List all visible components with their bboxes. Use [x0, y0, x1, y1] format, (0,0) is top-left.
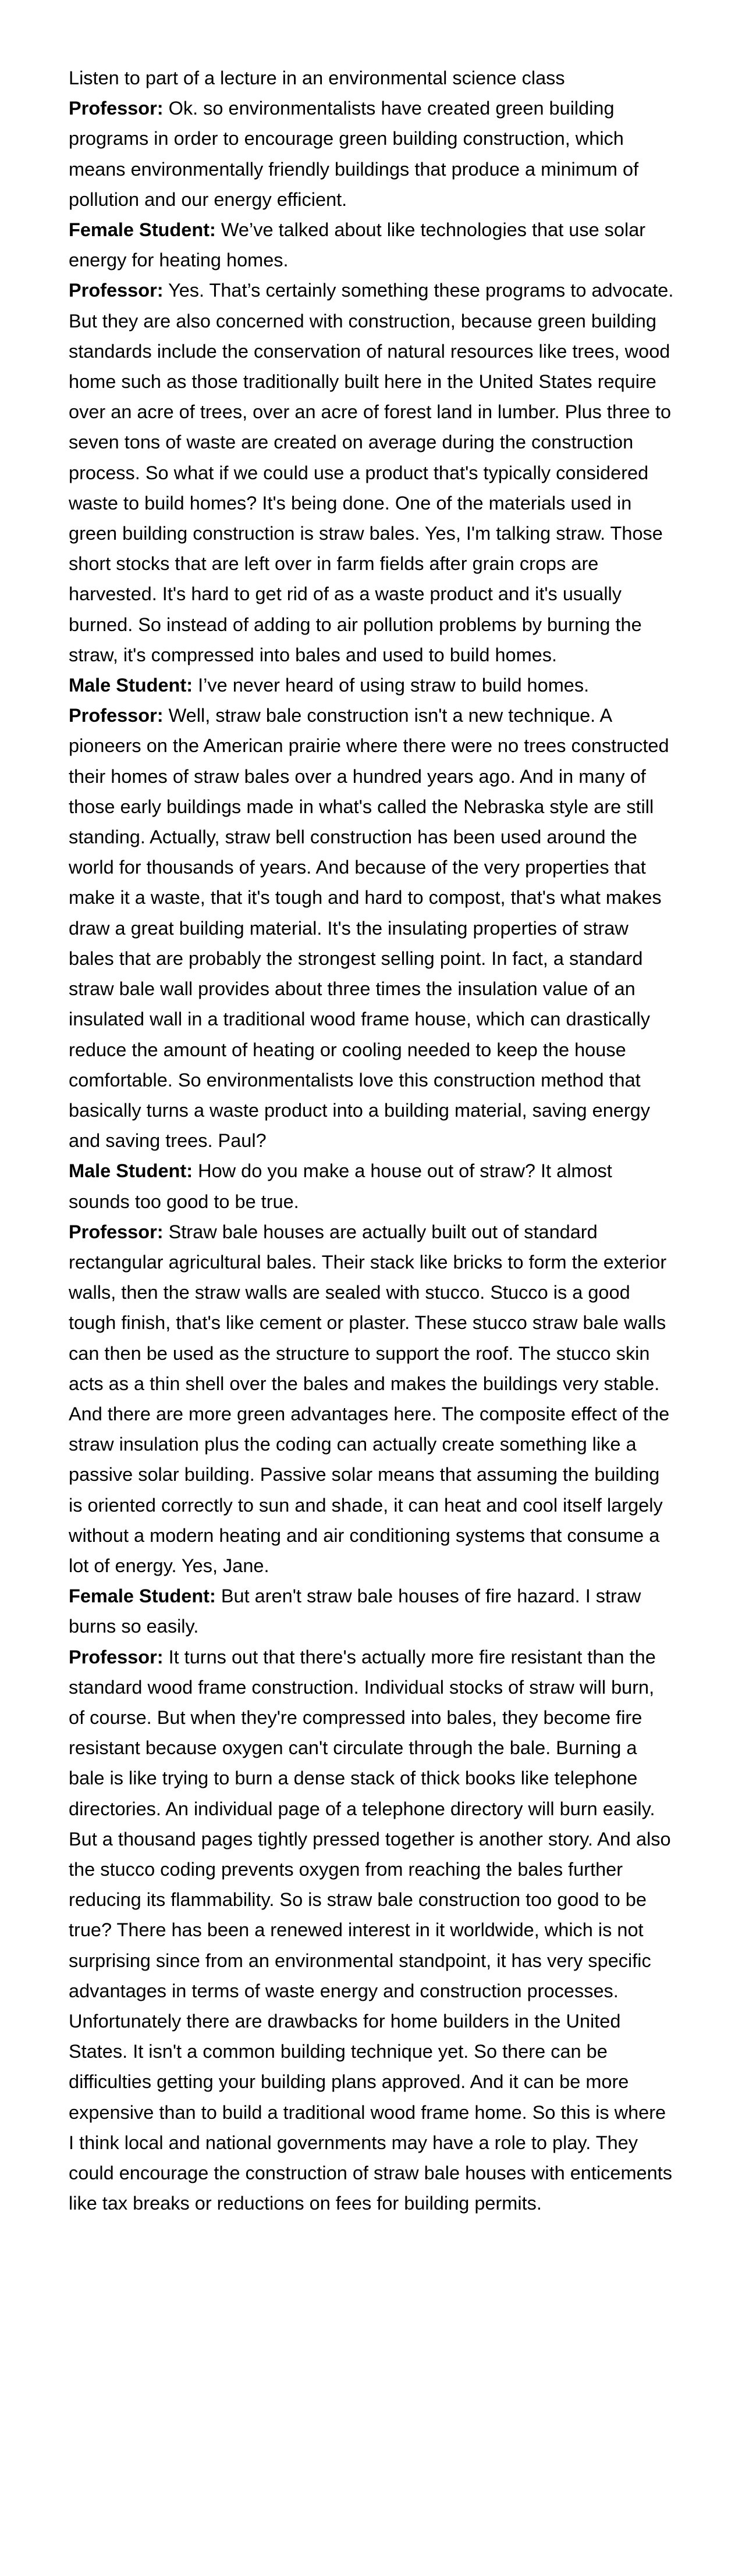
- paragraph-text: Straw bale houses are actually built out of standard rectangular agricultural bales. Their stack like bricks to form the exterior walls, then the straw walls are sealed with stucco. Stucco is a good tough finish, that's like cement or plaster. These stucco straw bale walls can then be used as the structure to support the roof. The stucco skin acts as a thin shell over the bales and makes the buildings very stable.: [69, 1221, 667, 1394]
- transcript-paragraph: [69, 670, 675, 700]
- speaker-label: Male Student:: [69, 675, 193, 696]
- paragraph-text: I’ve never heard of using straw to build homes.: [198, 675, 590, 696]
- speaker-label: Professor:: [69, 1646, 164, 1668]
- intro-line: Listen to part of a lecture in an environmental science class: [69, 67, 565, 88]
- paragraph-text: Ok. so environmentalists have created green building programs in order to encourage green building construction, which means environmentally friendly buildings that produce a minimum of pollution and our energy efficient.: [69, 98, 639, 210]
- transcript-paragraph: [69, 700, 675, 1156]
- speaker-label: Professor:: [69, 1221, 164, 1242]
- lecture-transcript: [69, 63, 675, 2218]
- paragraph-text: How do you make a house out of straw? It almost sounds too good to be true.: [69, 1160, 612, 1212]
- paragraph-text: It turns out that there's actually more fire resistant than the standard wood frame construction. Individual stocks of straw will burn, of course. But when they're compressed into bales, they become fire resistant because oxygen can't circulate through the bale. Burning a bale is like trying to burn a dense stack of thick books like telephone directories. An individual page of a telephone directory will burn easily. But a thousand pages tightly pressed together is another story. And also the stucco coding prevents oxygen from reaching the bales further reducing its flammability. So is straw bale construction too good to be true? There has been a renewed interest in it worldwide, which is not surprising since from an environmental standpoint, it has very specific advantages in terms of waste energy and construction processes. Unfortunately there are drawbacks for home builders in the United States. It isn't a common building technique yet. So there can be difficulties getting your building plans approved. And it can be more expensive than to build a traditional wood frame home. So this is where I think local and national governments may have a role to play. They could encourage the construction of straw bale houses with enticements like tax breaks or reductions on fees for building permits.: [69, 1646, 672, 2214]
- paragraph-text: And there are more green advantages here. The composite effect of the straw insulation plus the coding can actually create something like a passive solar building. Passive solar means that assuming the building is oriented correctly to sun and shade, it can heat and cool itself largely without a modern heating and air conditioning systems that consume a lot of energy. Yes, Jane.: [69, 1403, 670, 1576]
- transcript-paragraph: [69, 93, 675, 215]
- speaker-label: Professor:: [69, 280, 164, 301]
- transcript-paragraph: [69, 1642, 675, 2219]
- paragraph-text: Well, straw bale construction isn't a new technique. A pioneers on the American prairie where there were no trees constructed their homes of straw bales over a hundred years ago. And in many of those early buildings made in what's called the Nebraska style are still standing. Actually, straw bell construction has been used around the world for thousands of years. And because of the very properties that make it a waste, that it's tough and hard to compost, that's what makes draw a great building material. It's the insulating properties of straw bales that are probably the strongest selling point. In fact, a standard straw bale wall provides about three times the insulation value of an insulated wall in a traditional wood frame house, which can drastically reduce the amount of heating or cooling needed to keep the house comfortable. So environmentalists love this construction method that basically turns a waste product into a building material, saving energy and saving trees. Paul?: [69, 705, 669, 1152]
- paragraph-text: We’ve talked about like technologies that use solar energy for heating homes.: [69, 219, 646, 271]
- speaker-label: Female Student:: [69, 1585, 216, 1607]
- speaker-label: Professor:: [69, 98, 164, 119]
- transcript-paragraph: [69, 1156, 675, 1216]
- transcript-paragraph: [69, 1217, 675, 1399]
- transcript-paragraph: [69, 1399, 675, 1581]
- paragraph-text: Yes. That’s certainly something these programs to advocate. But they are also concerned with construction, because green building standards include the conservation of natural resources like trees, wood home such as those traditionally built here in the United States require over an acre of trees, over an acre of forest land in lumber. Plus three to seven tons of waste are created on average during the construction process. So what if we could use a product that's typically considered waste to build homes? It's being done. One of the materials used in green building construction is straw bales. Yes, I'm talking straw. Those short stocks that are left over in farm fields after grain crops are harvested. It's hard to get rid of as a waste product and it's usually burned. So instead of adding to air pollution problems by burning the straw, it's compressed into bales and used to build homes.: [69, 280, 674, 665]
- transcript-paragraph: [69, 1581, 675, 1641]
- speaker-label: Female Student:: [69, 219, 216, 241]
- paragraph-text: But aren't straw bale houses of fire hazard. I straw burns so easily.: [69, 1585, 641, 1637]
- speaker-label: Male Student:: [69, 1160, 193, 1182]
- transcript-paragraph: [69, 215, 675, 275]
- speaker-label: Professor:: [69, 705, 164, 726]
- transcript-paragraph: [69, 275, 675, 670]
